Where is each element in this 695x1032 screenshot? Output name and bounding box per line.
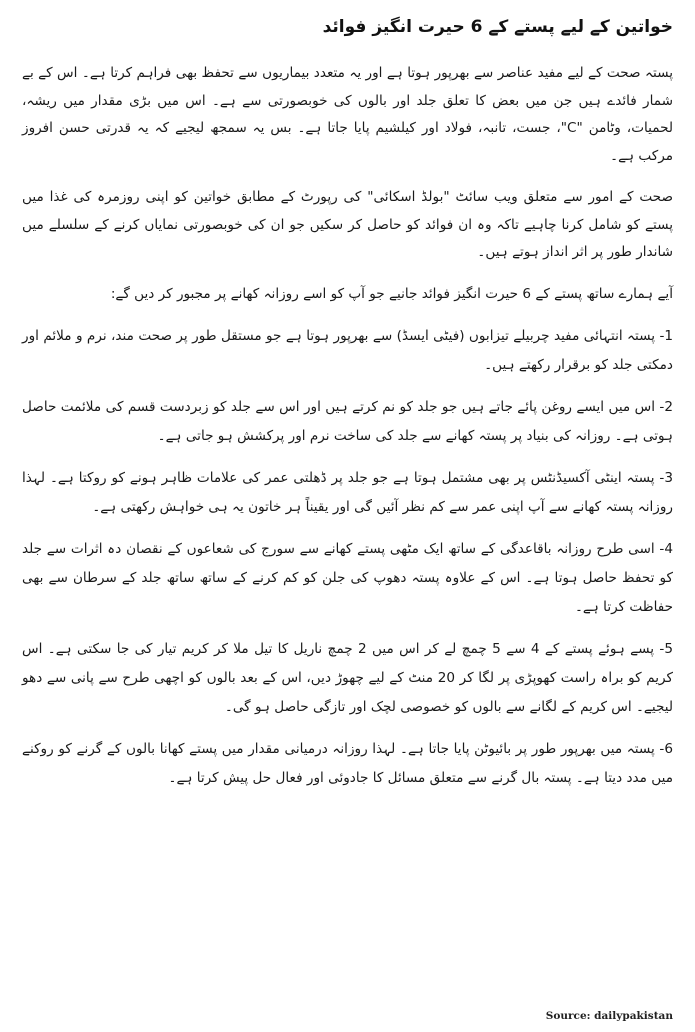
intro-paragraph-1: پستہ صحت کے لیے مفید عناصر سے بھرپور ہوتا ہے اور یہ متعدد بیماریوں سے تحفظ بھی فراہم کرتا ہے۔ اس کے بے شمار فائدے ہیں جن میں بعض کا تعلق جلد اور بالوں کی خوبصورتی سے ہے۔ اس میں بڑی مقدار میں ریشہ، لحمیات، وٹامن "C"، جست، تانبہ، فولاد اور کیلشیم پایا جاتا ہے۔ بس یہ سمجھ لیجیے کہ یہ قدرتی حسن افروز مرکب ہے۔	[22, 65, 674, 164]
benefit-item-4: 4- اسی طرح روزانہ باقاعدگی کے ساتھ ایک مٹھی پستے کھانے سے سورج کی شعاعوں کے نقصان دہ اثرات سے جلد کو تحفظ حاصل ہوتا ہے۔ اس کے علاوہ پستہ دھوپ کی جلن کو کم کرنے کے ساتھ ساتھ جلد کے سرطان سے بھی حفاظت کرتا ہے۔	[22, 541, 673, 615]
source-credit: Source: dailypakistan	[545, 1010, 673, 1022]
benefit-item-6: 6- پستہ میں بھرپور طور پر بائیوٹن پایا جاتا ہے۔ لہذا روزانہ درمیانی مقدار میں پستے کھانا بالوں کے گرنے کو روکنے میں مدد دیتا ہے۔ پستہ بال گرنے سے متعلق مسائل کا جادوئی اور فعال حل پیش کرتا ہے۔	[22, 741, 673, 786]
article-title: خواتین کے لیے پستے کے 6 حیرت انگیز فوائد	[322, 17, 673, 37]
benefits-list	[22, 322, 673, 793]
intro-paragraph-2: صحت کے امور سے متعلق ویب سائٹ "بولڈ اسکائی" کی رپورٹ کے مطابق خواتین کو اپنی روزمرہ کی غذا میں پستے کو شامل کرنا چاہیے تاکہ وہ ان فوائد کو حاصل کر سکیں جو ان کی خوبصورتی نمایاں کرنے کے سلسلے میں شاندار طور پر اثر انداز ہوتے ہیں۔	[22, 189, 673, 260]
benefit-item-2: 2- اس میں ایسے روغن پائے جاتے ہیں جو جلد کو نم کرتے ہیں اور اس سے جلد کو زبردست قسم کی ملائمت حاصل ہوتی ہے۔ روزانہ کی بنیاد پر پستہ کھانے سے جلد کی ساخت نرم اور پرکشش ہو جاتی ہے۔	[22, 399, 673, 444]
benefit-item-5: 5- پسے ہوئے پستے کے 4 سے 5 چمچ لے کر اس میں 2 چمچ ناریل کا تیل ملا کر کریم تیار کی جا سکتی ہے۔ اس کریم کو براہ راست کھوپڑی پر لگا کر 20 منٹ کے لیے چھوڑ دیں، اس کے بعد بالوں کو اچھی طرح سے پانی سے دھو لیجیے۔ اس کریم کے لگانے سے بالوں کو خصوصی لچک اور تازگی حاصل ہو گی۔	[22, 641, 674, 715]
benefit-item-3: 3- پستہ اینٹی آکسیڈنٹس پر بھی مشتمل ہوتا ہے جو جلد پر ڈھلتی عمر کی علامات ظاہر ہونے کو روکتا ہے۔ لہذا روزانہ پستہ کھانے سے آپ اپنی عمر سے کم نظر آئیں گی اور یقیناً ہر خاتون یہ ہی خواہش رکھتی ہے۔	[22, 470, 673, 515]
intro-paragraph-3: آیے ہمارے ساتھ پستے کے 6 حیرت انگیز فوائد جانیے جو آپ کو اسے روزانہ کھانے پر مجبور کر دیں گے:	[110, 285, 673, 302]
benefit-item-1: 1- پستہ انتہائی مفید چربیلے تیزابوں (فیٹی ایسڈ) سے بھرپور ہوتا ہے جو مستقل طور پر صحت مند، نرم و ملائم اور دمکتی جلد کو برقرار رکھتے ہیں۔	[22, 328, 673, 373]
